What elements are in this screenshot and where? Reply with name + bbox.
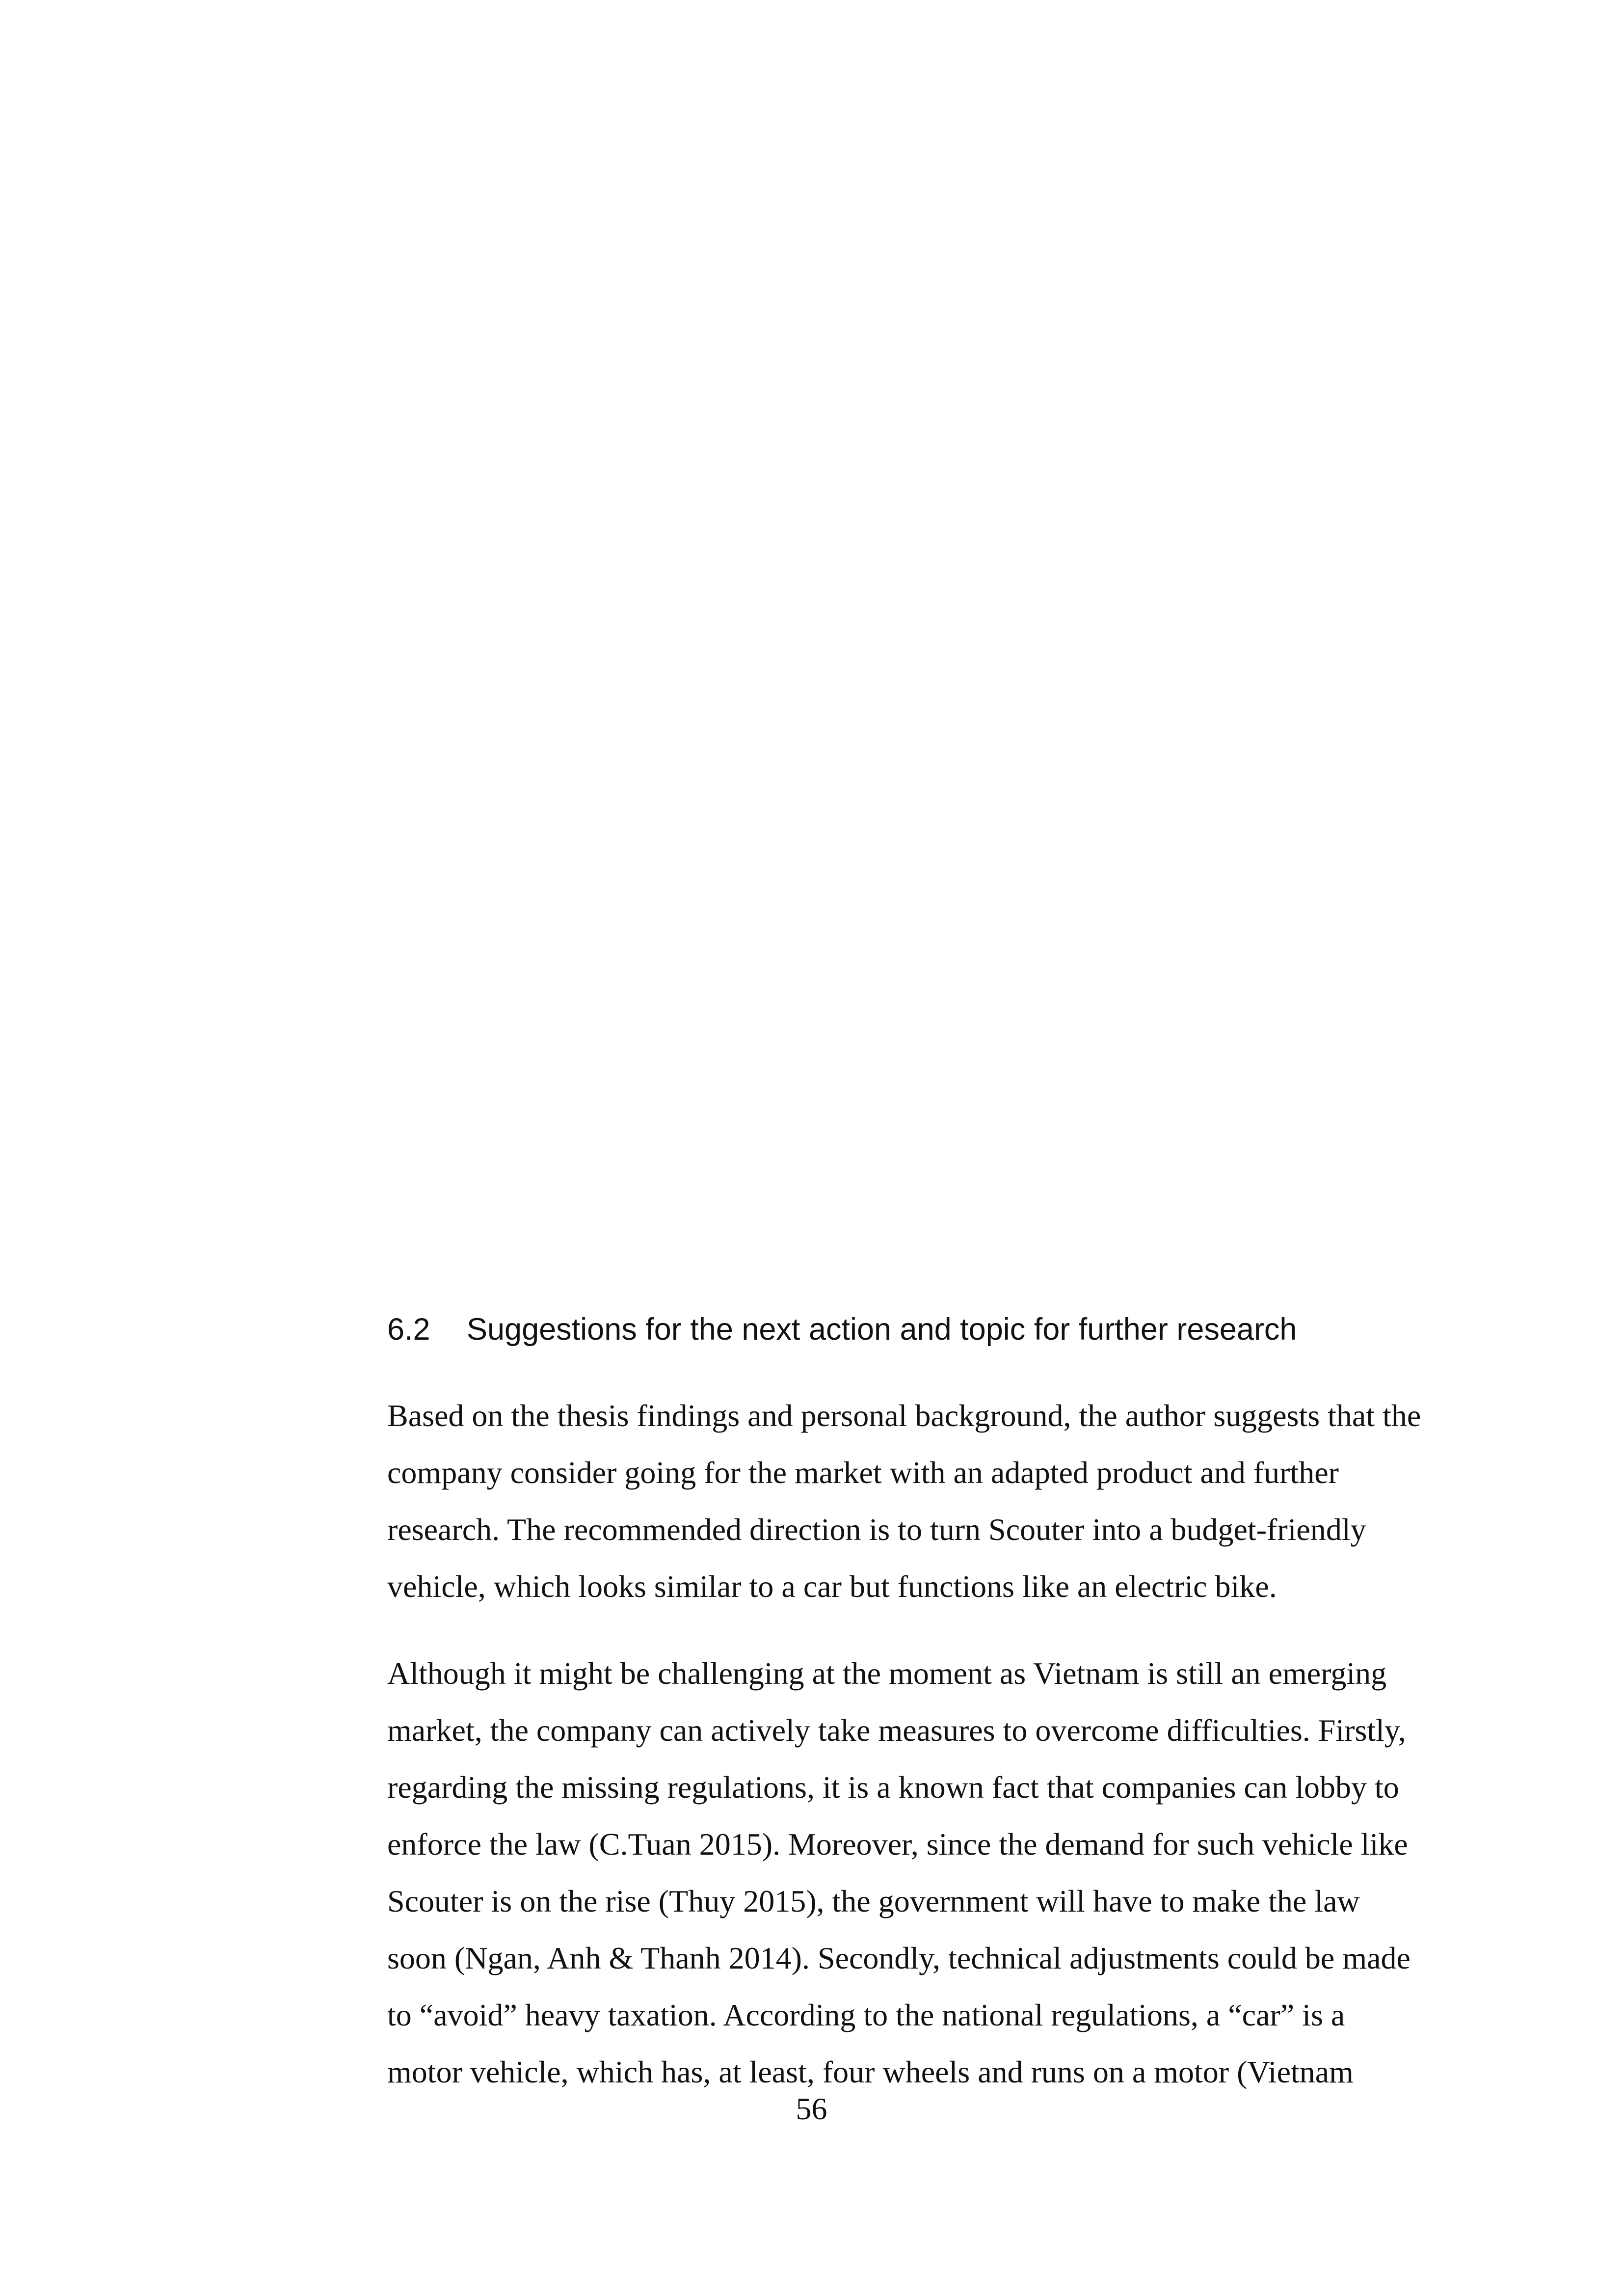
paragraph-line: market, the company can actively take measures to overcome difficulties. Firstly, (387, 1713, 1406, 1748)
paragraph-line: research. The recommended direction is to turn Scouter into a budget-friendly (387, 1512, 1366, 1547)
section-title: Suggestions for the next action and topic for further research (467, 1312, 1297, 1347)
paragraph-line: Based on the thesis findings and personal background, the author suggests that the (387, 1398, 1421, 1433)
paragraph-line: vehicle, which looks similar to a car but functions like an electric bike. (387, 1569, 1277, 1604)
paragraph-line: to “avoid” heavy taxation. According to the national regulations, a “car” is a (387, 1998, 1345, 2032)
paragraph-line: motor vehicle, which has, at least, four wheels and runs on a motor (Vietnam (387, 2054, 1354, 2089)
paragraph-line: enforce the law (C.Tuan 2015). Moreover, since the demand for such vehicle like (387, 1827, 1408, 1862)
section-number: 6.2 (387, 1312, 430, 1347)
paragraph-line: Although it might be challenging at the moment as Vietnam is still an emerging (387, 1656, 1387, 1691)
paragraph-line: soon (Ngan, Anh & Thanh 2014). Secondly, technical adjustments could be made (387, 1941, 1410, 1975)
paragraph-line: Scouter is on the rise (Thuy 2015), the government will have to make the law (387, 1884, 1360, 1918)
section-heading (387, 1310, 1496, 1349)
page-number: 56 (796, 2091, 827, 2126)
paragraph-1 (387, 1387, 1496, 1615)
paragraph-line: regarding the missing regulations, it is a known fact that companies can lobby to (387, 1770, 1399, 1805)
paragraph-2 (387, 1645, 1496, 2101)
paragraph-line: company consider going for the market with an adapted product and further (387, 1455, 1339, 1490)
